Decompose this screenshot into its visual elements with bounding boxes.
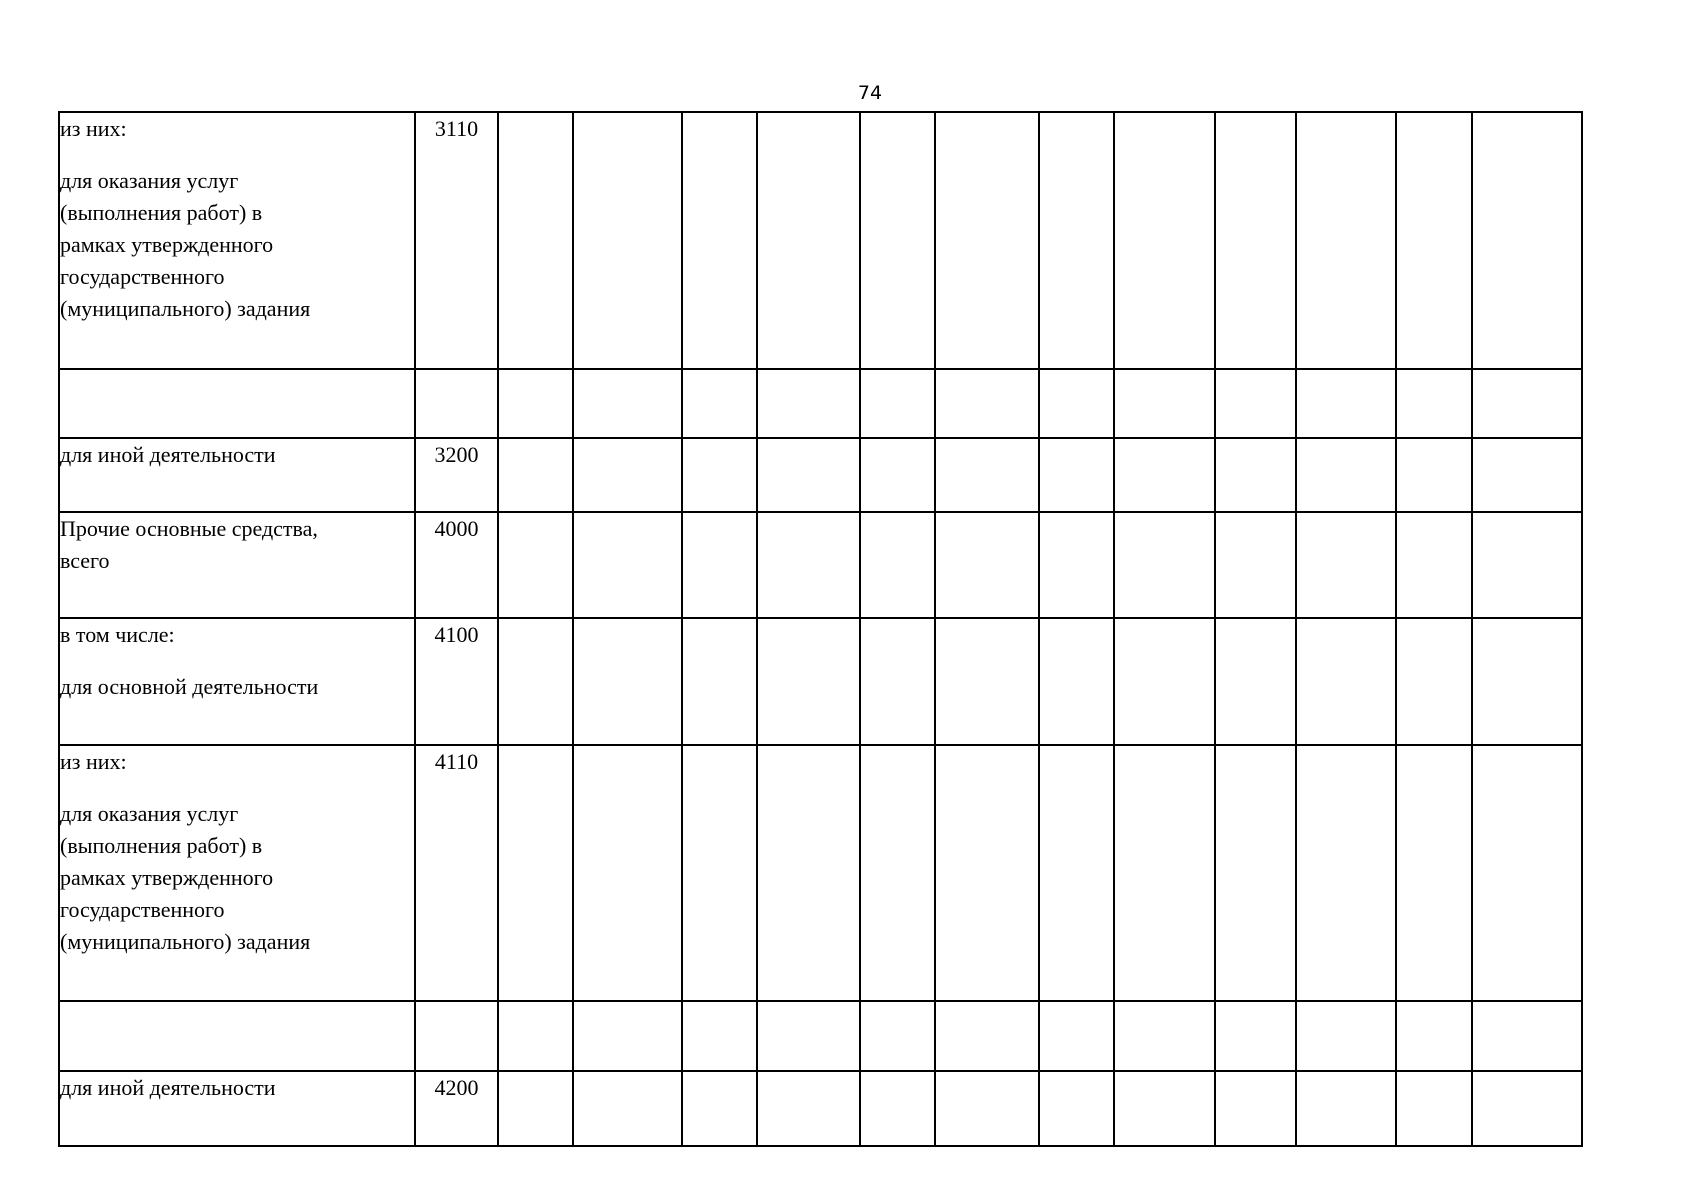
value-cell[interactable]: [1296, 438, 1396, 512]
value-cell[interactable]: [1114, 745, 1215, 1001]
value-cell[interactable]: [935, 1001, 1039, 1071]
row-code: [415, 369, 498, 438]
value-cell[interactable]: [498, 112, 573, 369]
value-cell[interactable]: [1039, 618, 1114, 745]
row-label: [59, 112, 415, 369]
value-cell[interactable]: [498, 1001, 573, 1071]
label-line: для основной деятельности: [60, 674, 319, 699]
value-cell[interactable]: [1114, 512, 1215, 618]
row-label: [59, 618, 415, 745]
value-cell[interactable]: [1396, 438, 1472, 512]
value-cell[interactable]: [1114, 112, 1215, 369]
value-cell[interactable]: [1296, 1071, 1396, 1146]
table-row: [59, 618, 1582, 745]
label-line: из них:: [60, 116, 127, 141]
value-cell[interactable]: [682, 1001, 757, 1071]
value-cell[interactable]: [1215, 745, 1296, 1001]
value-cell[interactable]: [1472, 112, 1582, 369]
value-cell[interactable]: [1472, 1001, 1582, 1071]
table-row: [59, 112, 1582, 369]
value-cell[interactable]: [757, 1071, 860, 1146]
value-cell[interactable]: [757, 745, 860, 1001]
value-cell[interactable]: [1114, 618, 1215, 745]
value-cell[interactable]: [1215, 369, 1296, 438]
value-cell[interactable]: [1296, 745, 1396, 1001]
value-cell[interactable]: [757, 618, 860, 745]
label-line: государственного: [60, 264, 225, 289]
row-code: 4100: [415, 618, 498, 745]
label-line: рамках утвержденного: [60, 865, 274, 890]
value-cell[interactable]: [682, 1071, 757, 1146]
value-cell[interactable]: [1472, 369, 1582, 438]
value-cell[interactable]: [935, 512, 1039, 618]
table-row: [59, 512, 1582, 618]
value-cell[interactable]: [1396, 512, 1472, 618]
value-cell[interactable]: [860, 369, 935, 438]
label-line: для иной деятельности: [60, 442, 276, 467]
value-cell[interactable]: [573, 438, 682, 512]
value-cell[interactable]: [1396, 618, 1472, 745]
label-line: (выполнения работ) в: [60, 200, 263, 225]
label-line: (выполнения работ) в: [60, 833, 263, 858]
label-line: для иной деятельности: [60, 1075, 276, 1100]
value-cell[interactable]: [757, 512, 860, 618]
value-cell[interactable]: [935, 369, 1039, 438]
value-cell[interactable]: [1114, 438, 1215, 512]
label-line: (муниципального) задания: [60, 929, 311, 954]
value-cell[interactable]: [1215, 1001, 1296, 1071]
label-line: (муниципального) задания: [60, 296, 311, 321]
row-label: [59, 438, 415, 512]
label-line: Прочие основные средства,: [60, 516, 318, 541]
value-cell[interactable]: [1215, 438, 1296, 512]
value-cell[interactable]: [573, 512, 682, 618]
table-row: [59, 745, 1582, 1001]
row-code: 3200: [415, 438, 498, 512]
value-cell[interactable]: [1039, 745, 1114, 1001]
row-label: [59, 369, 415, 438]
value-cell[interactable]: [757, 112, 860, 369]
value-cell[interactable]: [1039, 1071, 1114, 1146]
row-label: [59, 1001, 415, 1071]
value-cell[interactable]: [1296, 1001, 1396, 1071]
value-cell[interactable]: [860, 512, 935, 618]
value-cell[interactable]: [498, 438, 573, 512]
label-line: для оказания услуг: [60, 168, 239, 193]
value-cell[interactable]: [1215, 512, 1296, 618]
value-cell[interactable]: [573, 369, 682, 438]
value-cell[interactable]: [1472, 512, 1582, 618]
value-cell[interactable]: [860, 1071, 935, 1146]
value-cell[interactable]: [1114, 369, 1215, 438]
value-cell[interactable]: [498, 745, 573, 1001]
value-cell[interactable]: [1039, 112, 1114, 369]
value-cell[interactable]: [935, 618, 1039, 745]
value-cell[interactable]: [860, 618, 935, 745]
value-cell[interactable]: [860, 745, 935, 1001]
value-cell[interactable]: [498, 618, 573, 745]
table-row: [59, 369, 1582, 438]
value-cell[interactable]: [682, 512, 757, 618]
value-cell[interactable]: [1296, 618, 1396, 745]
value-cell[interactable]: [1472, 438, 1582, 512]
value-cell[interactable]: [1114, 1001, 1215, 1071]
value-cell[interactable]: [935, 438, 1039, 512]
value-cell[interactable]: [1039, 369, 1114, 438]
value-cell[interactable]: [860, 1001, 935, 1071]
value-cell[interactable]: [1296, 369, 1396, 438]
value-cell[interactable]: [860, 112, 935, 369]
label-line: в том числе:: [60, 622, 175, 647]
label-line: из них:: [60, 749, 127, 774]
row-code: 4110: [415, 745, 498, 1001]
row-code: 4200: [415, 1071, 498, 1146]
value-cell[interactable]: [1472, 745, 1582, 1001]
table-row: [59, 438, 1582, 512]
value-cell[interactable]: [757, 1001, 860, 1071]
row-label: [59, 512, 415, 618]
value-cell[interactable]: [1396, 1071, 1472, 1146]
table-row: [59, 1071, 1582, 1146]
label-line: всего: [60, 548, 110, 573]
value-cell[interactable]: [573, 112, 682, 369]
row-code: [415, 1001, 498, 1071]
value-cell[interactable]: [1472, 618, 1582, 745]
value-cell[interactable]: [498, 1071, 573, 1146]
row-code: 3110: [415, 112, 498, 369]
value-cell[interactable]: [1396, 745, 1472, 1001]
value-cell[interactable]: [1114, 1071, 1215, 1146]
value-cell[interactable]: [1296, 512, 1396, 618]
value-cell[interactable]: [935, 112, 1039, 369]
value-cell[interactable]: [682, 438, 757, 512]
value-cell[interactable]: [1039, 512, 1114, 618]
value-cell[interactable]: [1296, 112, 1396, 369]
value-cell[interactable]: [1215, 1071, 1296, 1146]
table-row: [59, 1001, 1582, 1071]
value-cell[interactable]: [573, 618, 682, 745]
value-cell[interactable]: [860, 438, 935, 512]
row-code: 4000: [415, 512, 498, 618]
value-cell[interactable]: [573, 1001, 682, 1071]
value-cell[interactable]: [1215, 618, 1296, 745]
value-cell[interactable]: [935, 1071, 1039, 1146]
value-cell[interactable]: [573, 1071, 682, 1146]
value-cell[interactable]: [1039, 1001, 1114, 1071]
value-cell[interactable]: [498, 512, 573, 618]
value-cell[interactable]: [1396, 112, 1472, 369]
value-cell[interactable]: [1039, 438, 1114, 512]
value-cell[interactable]: [1396, 1001, 1472, 1071]
row-label: [59, 745, 415, 1001]
label-line: рамках утвержденного: [60, 232, 274, 257]
value-cell[interactable]: [682, 112, 757, 369]
value-cell[interactable]: [757, 438, 860, 512]
label-line: для оказания услуг: [60, 801, 239, 826]
row-label: [59, 1071, 415, 1146]
value-cell[interactable]: [682, 618, 757, 745]
value-cell[interactable]: [1215, 112, 1296, 369]
value-cell[interactable]: [757, 369, 860, 438]
value-cell[interactable]: [682, 369, 757, 438]
page-number: 74: [857, 82, 883, 104]
form-table: [58, 111, 1583, 1147]
value-cell[interactable]: [1396, 369, 1472, 438]
value-cell[interactable]: [682, 745, 757, 1001]
value-cell[interactable]: [573, 745, 682, 1001]
value-cell[interactable]: [498, 369, 573, 438]
value-cell[interactable]: [935, 745, 1039, 1001]
label-line: государственного: [60, 897, 225, 922]
value-cell[interactable]: [1472, 1071, 1582, 1146]
